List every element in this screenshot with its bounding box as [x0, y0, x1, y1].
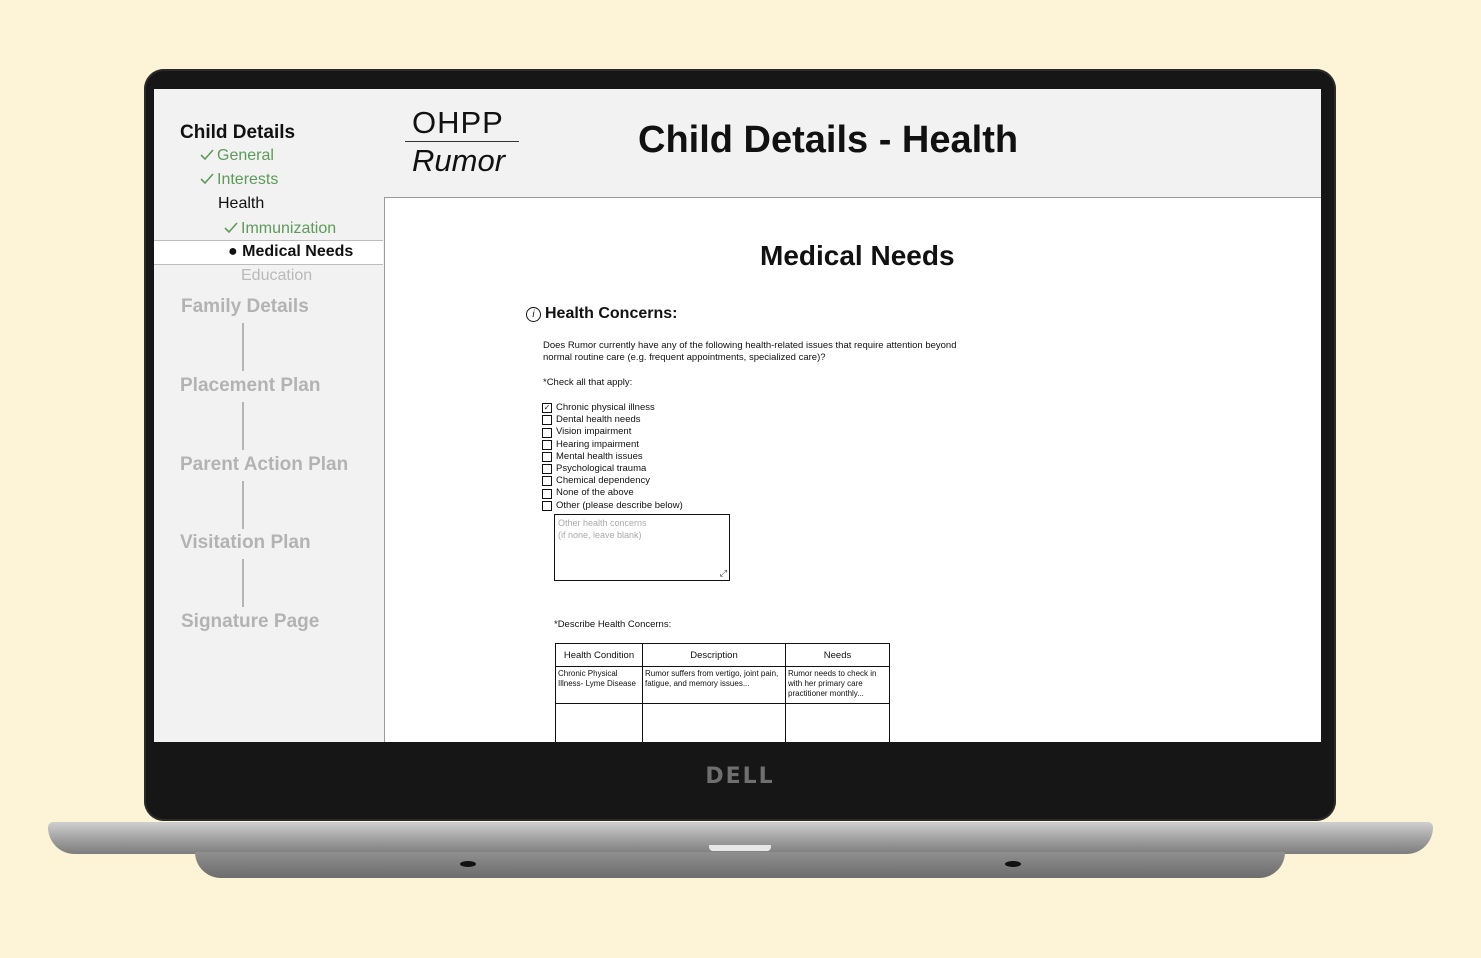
- sidebar-item-health[interactable]: Health: [218, 195, 265, 212]
- sidebar-title[interactable]: Child Details: [180, 122, 296, 143]
- logo-top-text: OHPP: [412, 105, 504, 140]
- sidebar-section-family-details[interactable]: Family Details: [181, 296, 309, 317]
- table-row: [556, 667, 890, 704]
- step-connector: [242, 402, 244, 450]
- section-heading: Medical Needs: [760, 240, 955, 271]
- sidebar-item-label: Immunization: [241, 220, 337, 237]
- checkbox-checked[interactable]: ✓: [543, 403, 551, 413]
- check-icon: [200, 171, 214, 189]
- sidebar-item-education[interactable]: Education: [241, 267, 313, 284]
- screen: [154, 89, 1321, 742]
- health-concerns-heading: i Health Concerns:: [526, 305, 677, 323]
- foot-dot: [460, 861, 476, 867]
- sidebar-section-placement-plan[interactable]: Placement Plan: [180, 375, 321, 396]
- step-connector: [242, 323, 244, 371]
- table-cell[interactable]: [643, 704, 786, 743]
- check-all-label: *Check all that apply:: [543, 377, 633, 388]
- option-none-of-the-above[interactable]: None of the above: [542, 487, 683, 499]
- laptop-foot: [195, 852, 1285, 878]
- table-row: [556, 704, 890, 743]
- sidebar-item-label: Interests: [217, 171, 279, 188]
- sidebar-item-general[interactable]: [200, 147, 274, 165]
- checkbox[interactable]: [542, 440, 552, 450]
- bullet-icon: ●: [228, 243, 238, 260]
- option-hearing-impairment[interactable]: Hearing impairment: [542, 439, 683, 451]
- table-cell[interactable]: Rumor needs to check in with her primary care practitioner monthly...: [786, 667, 890, 704]
- option-other[interactable]: Other (please describe below): [542, 500, 683, 512]
- check-icon: [200, 147, 214, 165]
- column-header-description: Description: [643, 644, 786, 667]
- check-icon: [224, 220, 238, 238]
- option-vision-impairment[interactable]: Vision impairment: [542, 426, 683, 438]
- page-title: Child Details - Health: [638, 119, 1019, 161]
- sidebar-section-signature-page[interactable]: Signature Page: [181, 611, 320, 632]
- question-text: Does Rumor currently have any of the following health-related issues that require attention beyond normal routine care (e.g. frequent appointments, specialized care)?: [543, 340, 957, 363]
- option-chemical-dependency[interactable]: Chemical dependency: [542, 475, 683, 487]
- column-header-needs: Needs: [786, 644, 890, 667]
- table-cell[interactable]: Rumor suffers from vertigo, joint pain, fatigue, and memory issues...: [643, 667, 786, 704]
- checkbox[interactable]: [542, 489, 552, 499]
- dell-logo: DELL: [705, 764, 775, 789]
- sidebar-section-parent-action-plan[interactable]: Parent Action Plan: [180, 454, 349, 475]
- hinge-notch: [709, 845, 771, 851]
- column-header-health-condition: Health Condition: [556, 644, 643, 667]
- textarea-placeholder: Other health concerns (if none, leave blank): [558, 518, 647, 540]
- sidebar-item-medical-needs[interactable]: [154, 240, 383, 265]
- describe-concerns-label: *Describe Health Concerns:: [554, 619, 672, 630]
- sidebar-section-visitation-plan[interactable]: Visitation Plan: [180, 532, 311, 553]
- logo-divider: [405, 141, 519, 142]
- step-connector: [242, 559, 244, 607]
- checkbox[interactable]: [542, 428, 552, 438]
- sidebar: [154, 89, 385, 742]
- option-mental-health-issues[interactable]: Mental health issues: [542, 451, 683, 463]
- sidebar-item-label: General: [217, 147, 274, 164]
- sidebar-item-interests[interactable]: [200, 171, 278, 189]
- info-icon[interactable]: i: [526, 307, 541, 322]
- step-connector: [242, 481, 244, 529]
- option-psychological-trauma[interactable]: Psychological trauma: [542, 463, 683, 475]
- option-dental-health-needs[interactable]: Dental health needs: [542, 414, 683, 426]
- health-options-list: [542, 402, 683, 512]
- checkbox[interactable]: [542, 501, 552, 511]
- checkbox[interactable]: [542, 476, 552, 486]
- table-header-row: [556, 644, 890, 667]
- health-concerns-table: [555, 643, 890, 742]
- option-chronic-physical-illness[interactable]: ✓ Chronic physical illness: [543, 402, 655, 413]
- table-cell[interactable]: Chronic Physical Illness- Lyme Disease: [556, 667, 643, 704]
- checkbox[interactable]: [542, 452, 552, 462]
- sidebar-item-label: ● Medical Needs: [228, 243, 354, 260]
- table-cell[interactable]: [556, 704, 643, 743]
- header: [384, 89, 1321, 198]
- expand-icon[interactable]: ⤢: [719, 568, 727, 578]
- checkbox[interactable]: [542, 464, 552, 474]
- table-cell[interactable]: [786, 704, 890, 743]
- checkbox[interactable]: [542, 415, 552, 425]
- sidebar-item-immunization[interactable]: [224, 220, 336, 238]
- foot-dot: [1005, 861, 1021, 867]
- other-concerns-textarea[interactable]: [554, 514, 730, 581]
- logo-bottom-text: Rumor: [412, 143, 506, 178]
